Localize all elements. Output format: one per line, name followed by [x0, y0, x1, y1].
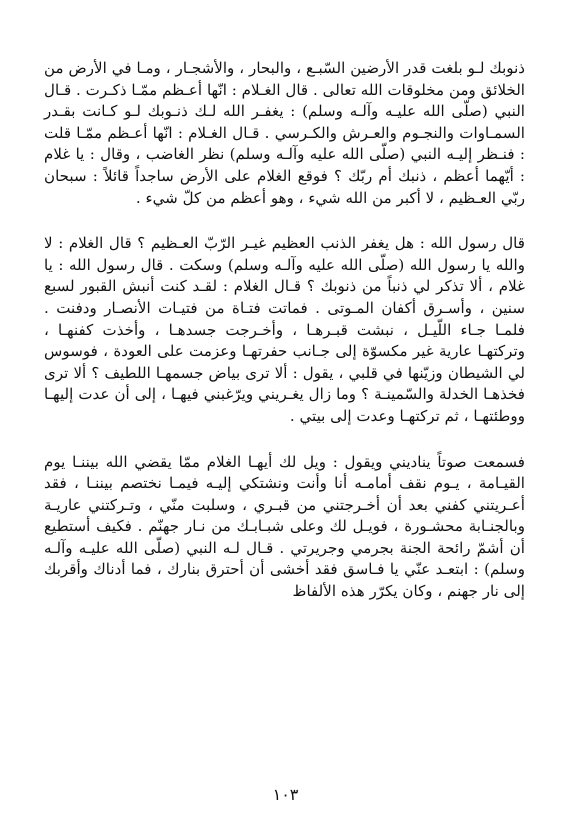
- page-number: ١٠٣: [272, 785, 299, 804]
- paragraph-1: ذنوبك لـو بلغت قدر الأرضين السّبـع ، والبحار ، والأشجـار ، ومـا في الأرض من الخلائق ومن مخلوقات الله تعالى . قال الغـلام : انّها أعـظم ممّـا ذكـرت . قـال النبي (صلّى الله عليـه وآلـه وسلم) : يغفـر الله لـك ذنـوبك لـو كـانت بقـدر السمـاوات والنجـوم والعـرش والكـرسي . قـال الغـلام : انّها أعـظم ممّـا قلت : فنـظر إليـه النبي (صلّى الله عليه وآلـه وسلم) نظر الغاضب ، وقال : يا غلام : أيّهما أعظم ، ذنبك أم ربّك ؟ فوقع الغلام على الأرض ساجداً قائلاً : سبحان ربّي العـظيم ، لا أكبر من الله شيء ، وهو أعظم من كلّ شيء .: [44, 59, 525, 207]
- paragraph-3: فسمعت صوتاً يناديني ويقول : ويل لك أيهـا الغلام ممّا يقضي الله بيننـا يوم القيـامة ، يـوم نقف أمامـه أنا وأنت ونشتكي إليـه فيمـا نختصم بيننـا ، فقد أعـريتني كفني بعد أن أخـرجتني من قبـري ، وسلبت منّي ، وتـركتني عاريـة وبالجنـابة محشـورة ، فويـل لك وعلى شبـابـك من نـار جهنّم . فكيف أستطيع أن أشمّ رائحة الجنة بجرمي وجريرتي . قـال لـه النبي (صلّى الله عليـه وآلـه وسلم) : ابتعـد عنّي يا فـاسق فقد أخشى أن أحترق بنارك ، فما أدناك وأقربك إلى نار جهنم ، وكان يكرّر هذه الألفاظ: [44, 452, 525, 601]
- text-body: [44, 58, 525, 603]
- paragraph-2: قال رسول الله : هل يغفر الذنب العظيم غيـر الرّبّ العـظيم ؟ قال الغلام : لا والله يا رسول الله (صلّى الله عليه وآلـه وسلم) وسكت . قال رسول الله : يا غلام ، ألا تذكر لي ذنباً من ذنوبك ؟ قـال الغلام : لقـد كنت أنبش القبور لسبع سنين ، وأسـرق أكفان المـوتى . فماتت فتـاة من فتيـات الأنصـار ودفنت . فلمـا جـاء اللّيـل ، نبشت قبـرهـا ، وأخـرجت جسدهـا ، وأخذت كفنهـا ، وتركتهـا عارية غير مكسوّة إلى جـانب حفرتهـا وعزمت على العودة ، فوسوس لي الشيطان وزيّنها في قلبي ، يقول : ألا ترى بياض جسمهـا اللطيف ؟ ألا ترى فخذهـا الخدلة والسّمينـة ؟ وما زال يغـريني ويرّغبني فيهـا ، إلى أن عدت إليهـا ووطئتهـا ، ثم تركتهـا وعدت إلى بيتي .: [44, 234, 526, 425]
